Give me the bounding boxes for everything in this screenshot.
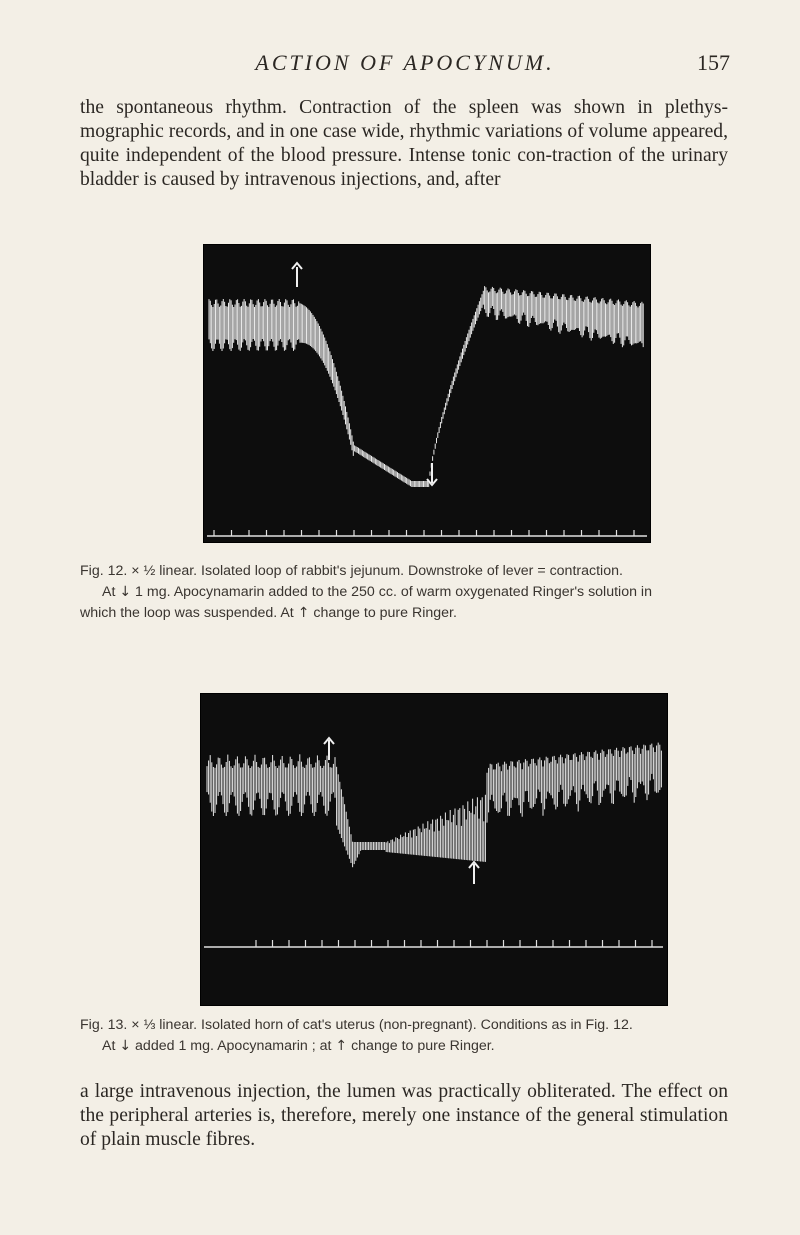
- figure-13-svg: [201, 694, 667, 1005]
- drug-added-arrow-icon: ↓: [119, 584, 132, 600]
- figure-12-caption: [80, 561, 730, 624]
- figure-13-tracing: [200, 693, 668, 1006]
- figure-12-tracing: [203, 244, 651, 543]
- drug-added-arrow-icon: ↓: [119, 1038, 132, 1054]
- page-number: 157: [697, 50, 730, 75]
- caption-line: Fig. 13. × ⅓ linear. Isolated horn of cat's uterus (non-pregnant). Conditions as in Fig. 12.: [80, 1017, 633, 1033]
- running-title: ACTION OF APOCYNUM.: [255, 50, 555, 75]
- body-paragraph-top: the spontaneous rhythm. Contraction of the spleen was shown in plethys-mographic records, and in one case wide, rhythmic variations of volume appeared, quite independent of the blood pressure. Intense tonic con-traction of the urinary bladder is caused by intravenous injections, and, after: [80, 97, 728, 190]
- figure-12-svg: [204, 245, 650, 542]
- caption-line: At ↓ added 1 mg. Apocynamarin ; at ↑ change to pure Ringer.: [102, 1038, 495, 1054]
- caption-line: Fig. 12. × ½ linear. Isolated loop of rabbit's jejunum. Downstroke of lever = contraction.: [80, 563, 623, 579]
- ringer-change-arrow-icon: ↑: [335, 1038, 348, 1054]
- figure-13-caption: [80, 1015, 730, 1057]
- body-paragraph-bottom: a large intravenous injection, the lumen was practically obliterated. The effect on the peripheral arteries is, therefore, merely one instance of the general stimulation of plain muscle fibres.: [80, 1081, 728, 1150]
- caption-line: which the loop was suspended. At ↑ change to pure Ringer.: [80, 605, 457, 621]
- ringer-change-arrow-icon: ↑: [297, 605, 310, 621]
- caption-line: At ↓ 1 mg. Apocynamarin added to the 250 cc. of warm oxygenated Ringer's solution in: [102, 584, 652, 600]
- page-header: [80, 50, 730, 80]
